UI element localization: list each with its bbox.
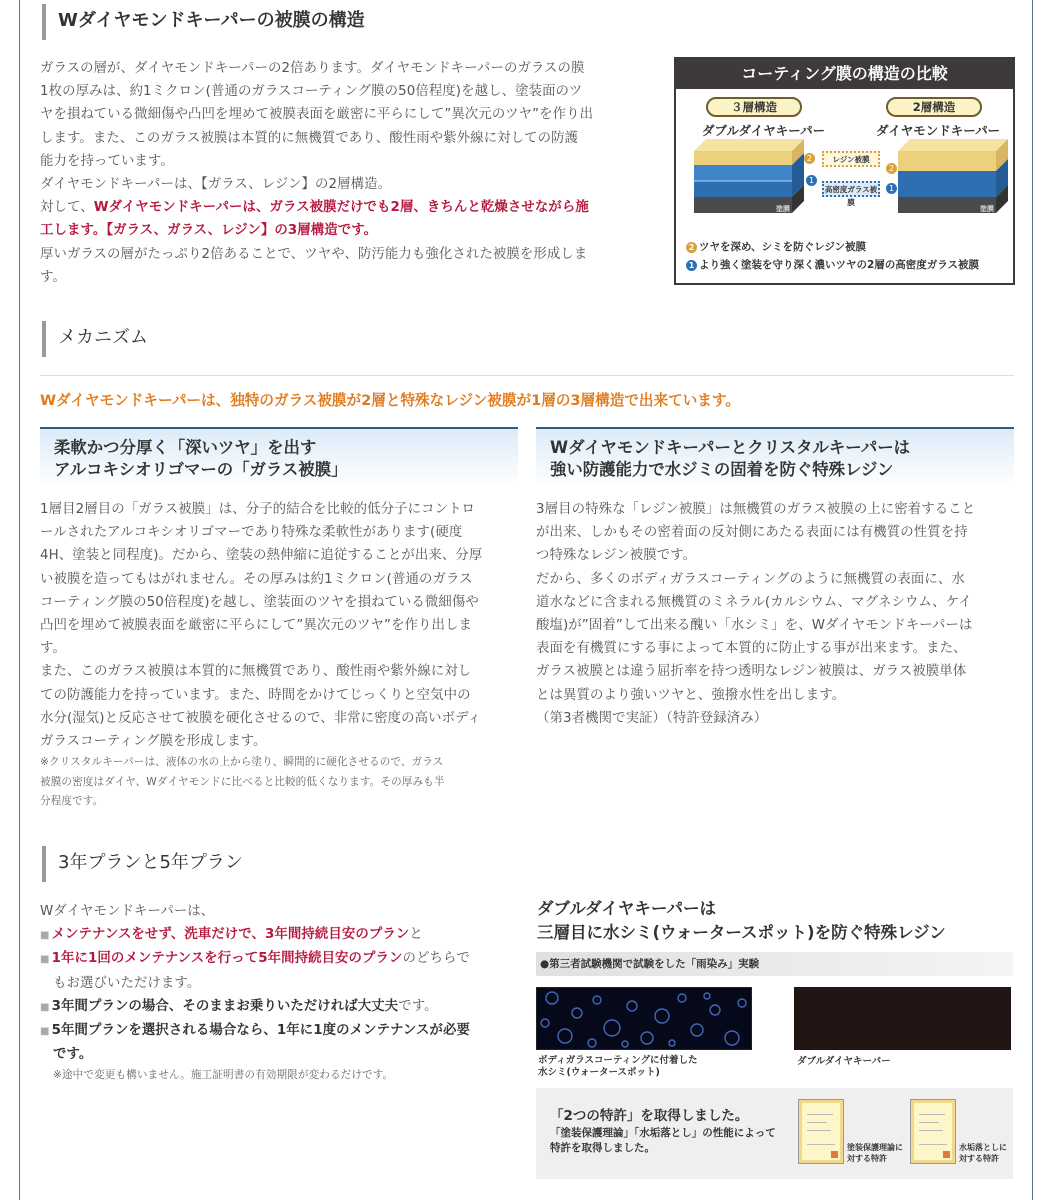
resin-subheading-line: 強い防護能力で水ジミの固着を防ぐ特殊レジン bbox=[550, 460, 894, 479]
resin-line: とは異質のより強いツヤと、強撥水性を出します。 bbox=[536, 687, 846, 703]
mechanism-lead: Wダイヤモンドキーパーは、独特のガラス被膜が2層と特殊なレジン被膜が1層の3層構造で出来ています。 bbox=[40, 392, 740, 409]
patent-1-caption-line: 塗装保護理論に bbox=[847, 1143, 903, 1152]
legend-resin bbox=[686, 239, 866, 254]
note-line: 被膜の密度はダイヤ、Wダイヤモンドに比べると比較的低くなります。その厚みも半 bbox=[40, 775, 445, 788]
resin-number-badge: 2 bbox=[686, 242, 697, 253]
water-spot-title bbox=[537, 897, 946, 945]
resin-line: 3層目の特殊な「レジン被膜」は無機質のガラス被膜の上に密着すること bbox=[536, 502, 976, 517]
water-spot-photo bbox=[536, 987, 752, 1050]
plan-5year-note-cont: です。 bbox=[53, 1047, 93, 1063]
plan-5year-cont: もお選びいただけます。 bbox=[53, 975, 201, 991]
plan-3year-highlight: メンテナンスをせず、洗車だけで、3年間持続目安のプラン bbox=[51, 927, 410, 943]
plans-intro: Wダイヤモンドキーパーは、 bbox=[40, 904, 215, 919]
plan-bullet-5year bbox=[40, 947, 530, 971]
paint-layer-label-left: 塗膜 bbox=[776, 205, 790, 213]
glass-line: また、このガラス被膜は本質的に無機質であり、酸性雨や紫外線に対し bbox=[40, 664, 472, 680]
resin-line: つ特殊なレジン被膜です。 bbox=[536, 548, 697, 564]
structure-line: ダイヤモンドキーパーは、【ガラス、レジン】の2層構造。 bbox=[40, 177, 392, 193]
legend-glass bbox=[686, 257, 979, 272]
section-heading-structure: Wダイヤモンドキーパーの被膜の構造 bbox=[42, 4, 365, 40]
note-line: ※クリスタルキーパーは、液体の水の上から塗り、瞬間的に硬化させるので、ガラス bbox=[40, 756, 444, 769]
glass-line: ガラスコーティング膜を形成します。 bbox=[40, 734, 267, 750]
resin-line: 表面を有機質にする事によって本質的に防止する事が出来ます。また、 bbox=[536, 641, 967, 657]
plan-bullet-3year bbox=[40, 923, 530, 947]
glass-coating-description bbox=[40, 498, 525, 812]
glass-line: す。 bbox=[40, 641, 66, 657]
structure-line: します。また、このガラス被膜は本質的に無機質であり、酸性雨や紫外線に対しての防護 bbox=[40, 130, 579, 146]
patent-1-caption bbox=[847, 1142, 903, 1164]
resin-number-badge: 2 bbox=[804, 153, 815, 164]
structure-line: ヤを損ねている微細傷や凸凹を埋めて被膜表面を厳密に平らにして”異次元のツヤ”を作り出 bbox=[40, 107, 594, 123]
contrast-prefix: 対して、 bbox=[40, 200, 94, 216]
glass-line: 水分(湿気)と反応させて被膜を硬化させるので、非常に密度の高いボディ bbox=[40, 710, 482, 726]
patent-heading: 「2つの特許」を取得しました。 bbox=[550, 1108, 749, 1124]
legend-resin-text: ツヤを深め、シミを防ぐレジン被膜 bbox=[699, 241, 867, 253]
glass-number-badge: 1 bbox=[686, 260, 697, 271]
patent-text-line: 特許を取得しました。 bbox=[550, 1142, 655, 1154]
resin-line: （第3者機関で実証）（特許登録済み） bbox=[536, 710, 768, 726]
test-label-bar: ●第三者試験機関で試験をした「雨染み」実験 bbox=[536, 952, 1013, 976]
diagram-title: コーティング膜の構造の比較 bbox=[676, 59, 1013, 89]
resin-line: 酸塩)が”固着”して出来る醜い「水シミ」を、Wダイヤモンドキーパーは bbox=[536, 618, 973, 634]
structure-line: ガラスの層が、ダイヤモンドキーパーの2倍あります。ダイヤモンドキーパーのガラスの膜 bbox=[40, 61, 585, 76]
resin-subheading-line: Wダイヤモンドキーパーとクリスタルキーパーは bbox=[550, 438, 910, 457]
structure-closing-cont: す。 bbox=[40, 269, 66, 285]
page-content bbox=[19, 0, 1033, 1200]
water-spot-pattern bbox=[537, 988, 752, 1050]
section-heading-mechanism: メカニズム bbox=[42, 321, 148, 357]
double-diamond-caption: ダブルダイヤキーパー bbox=[797, 1056, 891, 1067]
patent-banner bbox=[536, 1088, 1013, 1179]
resin-coating-tag: レジン被膜 bbox=[822, 151, 880, 167]
plan-5year-tail: のどちらで bbox=[402, 951, 470, 967]
contrast-highlight-cont: 工します。【ガラス、ガラス、レジン】の3層構造です。 bbox=[40, 223, 378, 239]
resin-coating-description bbox=[536, 498, 1021, 730]
glass-subheading-line: 柔軟かつ分厚く「深いツヤ」を出す bbox=[54, 438, 317, 457]
plan-bullet-5year-note bbox=[40, 1019, 530, 1043]
patent-2-caption-line: 対する特許 bbox=[959, 1154, 999, 1163]
structure-closing: 厚いガラスの層がたっぷり2倍あることで、ツヤや、防汚能力も強化された被膜を形成しま bbox=[40, 246, 588, 262]
glass-line: ールされたアルコキシオリゴマーであり特殊な柔軟性があります(硬度 bbox=[40, 525, 463, 541]
plan-3year-note-bold: 3年間プランの場合、そのままお乗りいただければ大丈夫 bbox=[51, 998, 399, 1014]
plans-description bbox=[40, 900, 530, 1086]
divider bbox=[40, 375, 1014, 376]
plan-3year-tail: と bbox=[409, 927, 423, 943]
note-line: 分程度です。 bbox=[40, 795, 104, 808]
patent-2-caption-line: 水垢落としに bbox=[959, 1143, 1007, 1152]
patent-1-caption-line: 対する特許 bbox=[847, 1154, 887, 1163]
glass-line: コーティング膜の50倍程度)を越し、塗装面のツヤを損ねている微細傷や bbox=[40, 594, 479, 610]
glass-line: 1層目2層目の「ガラス被膜」は、分子的結合を比較的低分子にコントロ bbox=[40, 502, 476, 517]
coating-structure-diagram bbox=[674, 57, 1015, 285]
patent-certificate-icon bbox=[798, 1099, 844, 1164]
plan-5year-note-bold: 5年間プランを選択される場合なら、1年に1度のメンテナンスが必要 bbox=[51, 1023, 470, 1039]
section-heading-plans: 3年プランと5年プラン bbox=[42, 846, 243, 882]
structure-line: 能力を持っています。 bbox=[40, 153, 174, 169]
crystal-keeper-note bbox=[40, 753, 525, 812]
structure-line: 1枚の厚みは、約1ミクロン(普通のガラスコーティング膜の50倍程度)を越し、塗装面のツ bbox=[40, 84, 583, 100]
glass-coating-subheading bbox=[40, 427, 518, 487]
resin-coating-subheading bbox=[536, 427, 1014, 487]
resin-line: ガラス被膜とは違う屈折率を持つ透明なレジン被膜は、ガラス被膜単体 bbox=[536, 664, 967, 680]
patent-text-line: 「塗装保護理論」「水垢落とし」の性能によって bbox=[550, 1127, 776, 1139]
water-spot-title-line: 三層目に水シミ(ウォータースポット)を防ぐ特殊レジン bbox=[537, 923, 946, 942]
structure-description bbox=[40, 57, 660, 289]
two-layer-pill: 2層構造 bbox=[886, 97, 982, 117]
plan-3year-note-tail: です。 bbox=[398, 998, 438, 1014]
patent-certificate-icon bbox=[910, 1099, 956, 1164]
patent-text bbox=[550, 1126, 776, 1156]
glass-line: ての防護能力を持っています。また、時間をかけてじっくりと空気中の bbox=[40, 687, 471, 703]
resin-line: が出来、しかもその密着面の反対側にあたる表面には有機質の性質を持 bbox=[536, 525, 968, 541]
glass-subheading-line: アルコキシオリゴマーの「ガラス被膜」 bbox=[54, 460, 348, 479]
plan-5year-highlight: 1年に1回のメンテナンスを行って5年間持続目安のプラン bbox=[51, 951, 403, 967]
resin-line: 道水などに含まれる無機質のミネラル(カルシウム、マグネシウム、ケイ bbox=[536, 594, 972, 610]
water-spot-caption bbox=[538, 1055, 698, 1079]
legend-glass-text: より強く塗装を守り深く濃いツヤの2層の高密度ガラス被膜 bbox=[699, 259, 979, 271]
contrast-highlight: Wダイヤモンドキーパーは、ガラス被膜だけでも2層、きちんと乾燥させながら施 bbox=[93, 200, 589, 216]
double-diamond-keeper-label: ダブルダイヤキーパー bbox=[702, 123, 826, 138]
paint-layer-label-right: 塗膜 bbox=[980, 205, 994, 213]
glass-line: 凸凹を埋めて被膜表面を厳密に平らにして”異次元のツヤ”を作り出しま bbox=[40, 618, 473, 634]
diamond-keeper-label: ダイヤモンドキーパー bbox=[876, 123, 1001, 138]
glass-number-badge: 1 bbox=[886, 183, 897, 194]
glass-line: い被膜を造ってもはがれません。その厚みは約1ミクロン(普通のガラス bbox=[40, 571, 473, 587]
water-spot-title-line: ダブルダイヤキーパーは bbox=[537, 899, 717, 918]
water-spot-caption-line: ボディガラスコーティングに付着した bbox=[538, 1055, 698, 1066]
plans-note: ※途中で変更も構いません。施工証明書の有効期限が変わるだけです。 bbox=[53, 1069, 394, 1082]
three-layer-pill: ３層構造 bbox=[706, 97, 802, 117]
plan-bullet-3year-note bbox=[40, 995, 530, 1019]
glass-line: 4H、塗装と同程度)。だから、塗装の熱伸縮に追従することが出来、分厚 bbox=[40, 548, 483, 564]
double-diamond-photo bbox=[794, 987, 1011, 1050]
glass-number-badge: 1 bbox=[806, 175, 817, 186]
resin-number-badge: 2 bbox=[886, 163, 897, 174]
structure-contrast bbox=[40, 196, 660, 219]
water-spot-caption-line: 水シミ(ウォータースポット) bbox=[538, 1067, 660, 1078]
glass-coating-tag: 高密度ガラス被膜 bbox=[822, 181, 880, 197]
resin-line: だから、多くのボディガラスコーティングのように無機質の表面に、水 bbox=[536, 571, 965, 587]
patent-2-caption bbox=[959, 1142, 1007, 1164]
